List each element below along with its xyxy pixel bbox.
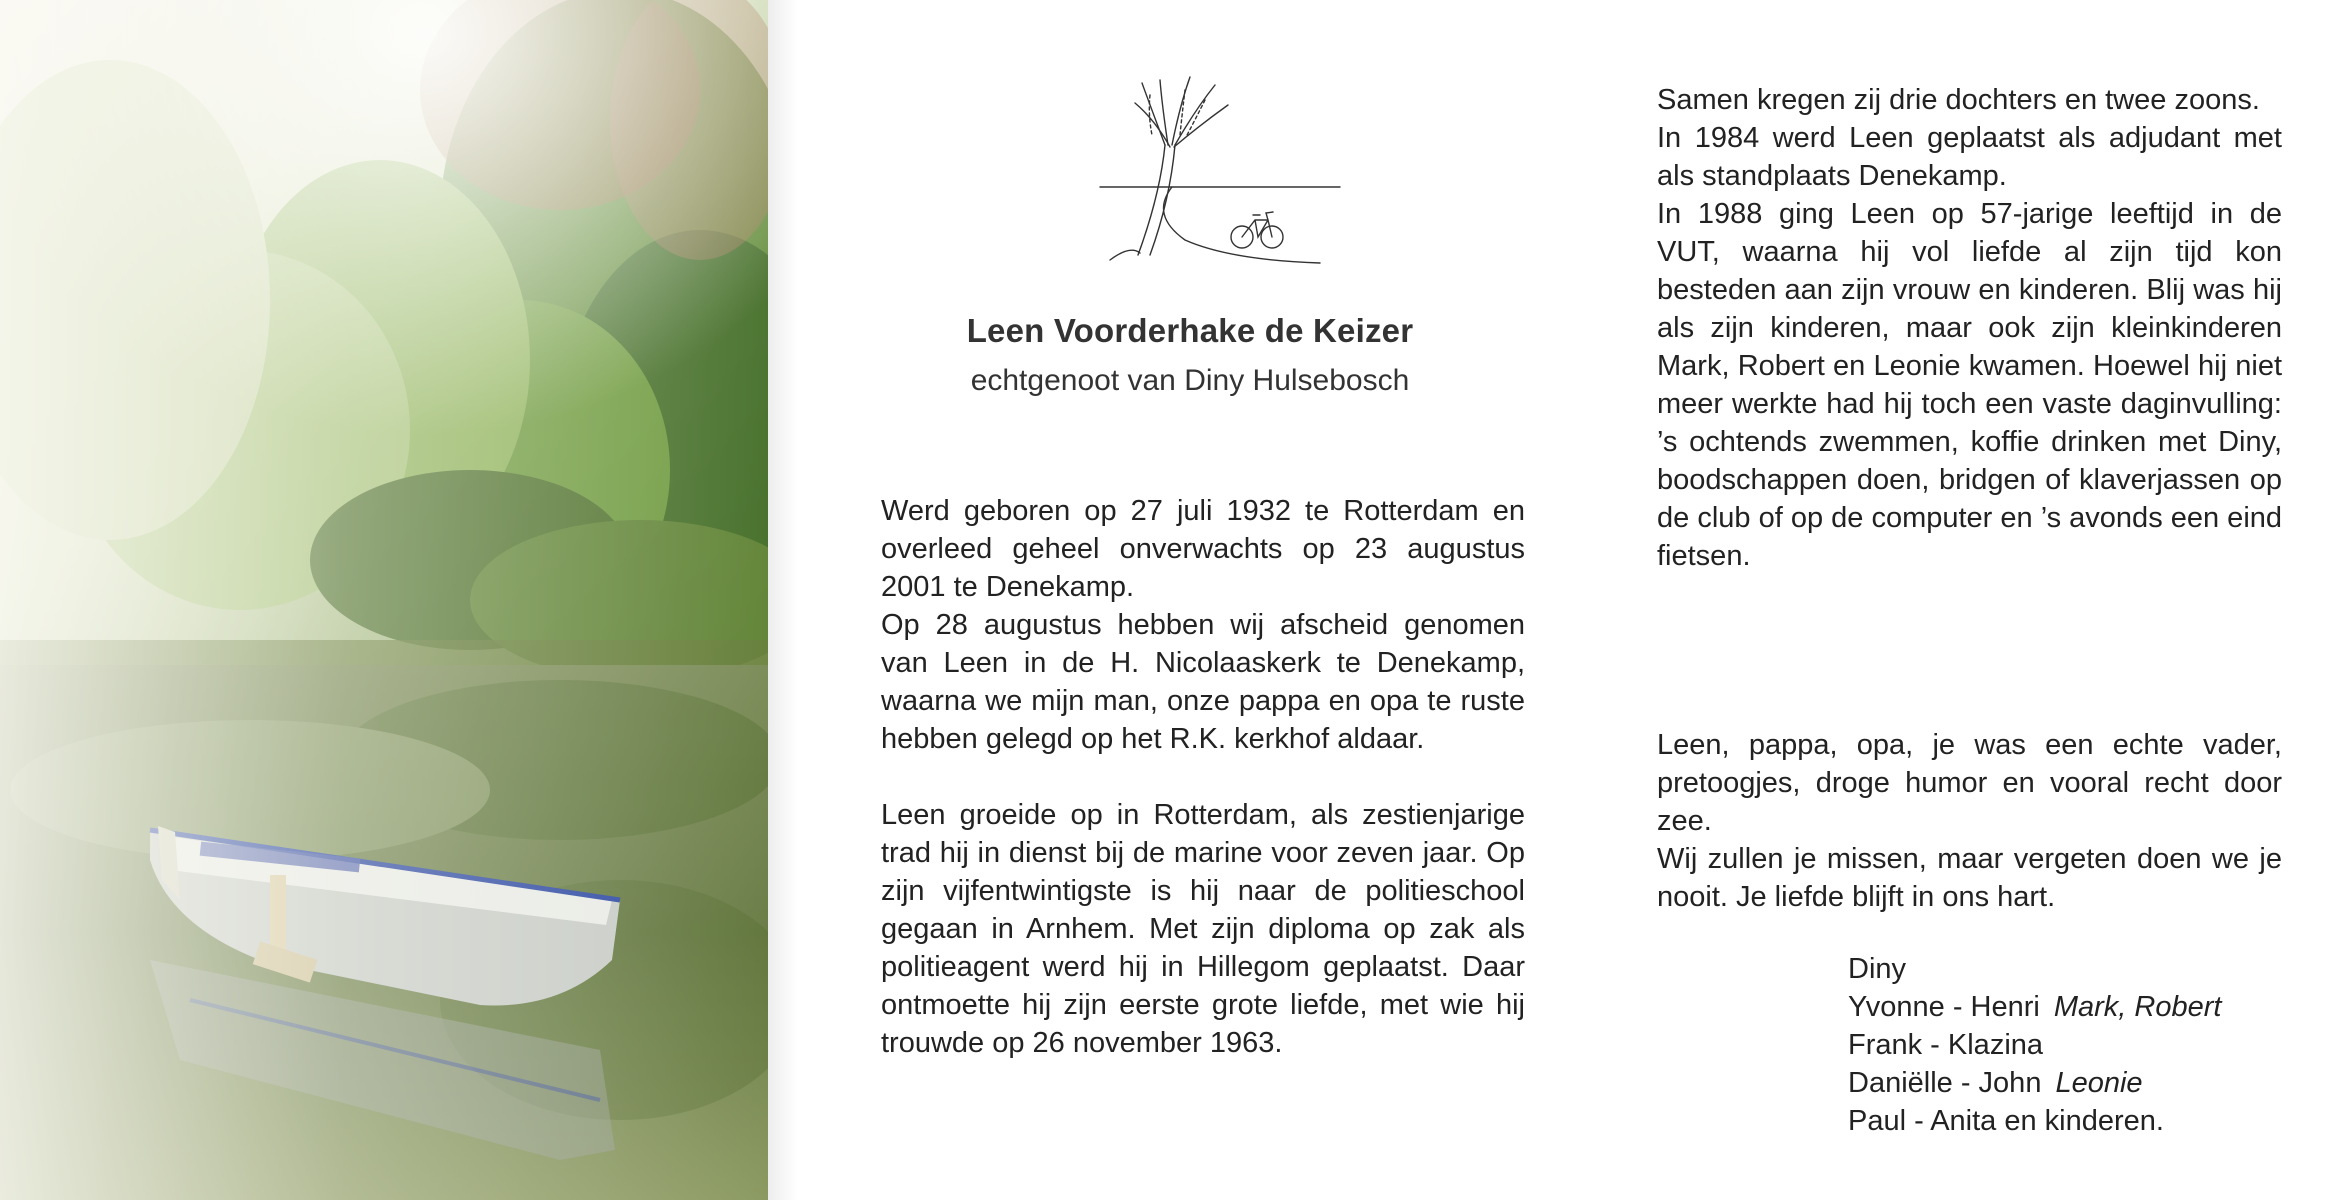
- signoff-line: [1848, 988, 2308, 1026]
- funeral-paragraph: Op 28 augustus hebben wij afscheid genomen van Leen in de H. Nicolaaskerk te Denekamp, waarna we mijn man, onze pappa en opa te ruste hebben gelegd op het R.K. kerkhof aldaar.: [881, 609, 1525, 755]
- signoff-line: Diny: [1848, 953, 1907, 985]
- rowboat-on-forest-lake-photo: [0, 0, 768, 1200]
- birth-death-paragraph: Werd geboren op 27 juli 1932 te Rotterdam en overleed geheel onverwachts op 23 augustus 2001 te Denekamp.: [881, 495, 1525, 603]
- signoff-line: Frank - Klazina: [1848, 1029, 2044, 1061]
- retirement-paragraph: In 1988 ging Leen op 57-jarige leeftijd in de VUT, waarna hij vol liefde al zijn tijd kon besteden aan zijn vrouw en kinderen. Blij was hij als zijn kinderen, maar ook zijn kleinkinderen Mark, Robert en Leonie kwamen. Hoewel hij niet meer werkte had hij toch een vaste daginvulling: ’s ochtends zwemmen, koffie drinken met Diny, boodschappen doen, bridgen of klaverjassen op de club of op de computer en ’s avonds een eind fietsen.: [1657, 198, 2283, 572]
- middle-panel: [820, 0, 1560, 1200]
- signoff-couple: Yvonne - Henri: [1848, 991, 2040, 1023]
- right-text-upper: [1657, 81, 2282, 575]
- spouse-line: echtgenoot van Diny Hulsebosch: [970, 364, 1410, 397]
- middle-text: [881, 492, 1525, 1062]
- right-text-lower: [1657, 726, 2282, 916]
- signoff-grandchildren: Mark, Robert: [2053, 991, 2222, 1023]
- signoff-line: [1848, 1064, 2308, 1102]
- fold-shadow: [768, 0, 798, 1200]
- family-signoff: [1848, 950, 2308, 1140]
- farewell-paragraph: Wij zullen je missen, maar vergeten doen we je nooit. Je liefde blijft in ons hart.: [1657, 843, 2282, 913]
- tribute-paragraph: Leen, pappa, opa, je was een echte vader, pretoogjes, droge humor en vooral recht door zee.: [1657, 729, 2282, 837]
- tree-and-bicycle-sketch-icon: [1090, 75, 1360, 265]
- signoff-couple: Daniëlle - John: [1848, 1067, 2042, 1099]
- biography-paragraph: Leen groeide op in Rotterdam, als zestienjarige trad hij in dienst bij de marine voor zeven jaar. Op zijn vijfentwintigste is hij naar de politieschool gegaan in Arnhem. Met zijn diploma op zak als politieagent werd hij in Hillegom geplaatst. Daar ontmoette hij zijn eerste grote liefde, met wie hij trouwde op 26 november 1963.: [881, 799, 1525, 1059]
- deceased-name: Leen Voorderhake de Keizer: [966, 312, 1414, 349]
- signoff-grandchildren: Leonie: [2055, 1067, 2143, 1099]
- children-paragraph: Samen kregen zij drie dochters en twee zoons.: [1657, 84, 2260, 116]
- signoff-line: Paul - Anita en kinderen.: [1848, 1105, 2164, 1137]
- career-paragraph: In 1984 werd Leen geplaatst als adjudant met als standplaats Denekamp.: [1657, 122, 2282, 192]
